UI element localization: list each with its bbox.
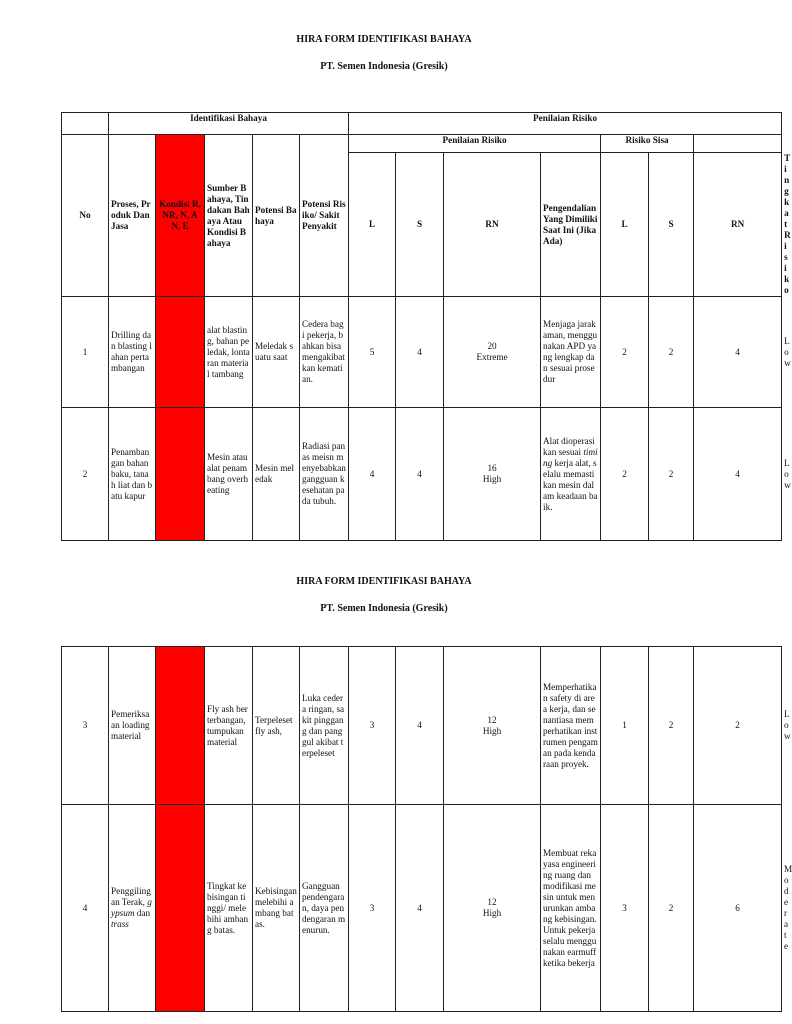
row-rn-value: 12: [487, 897, 497, 907]
row-proses: Pemeriksaan loading material: [109, 647, 156, 805]
pengendalian-text-b: kerja alat, selalu memastikan mesin dalam keadaan baik.: [543, 457, 598, 512]
row-l-sisa: 2: [601, 408, 649, 541]
row-sumber: Tingkat kebisingan tinggi/ melebihi ambang batas.: [205, 805, 253, 1012]
row-rn-label: High: [482, 725, 502, 736]
header-l-sisa: L: [601, 153, 649, 297]
header-pengendalian: Pengendalian Yang Dimiliki Saat Ini (Jika Ada): [541, 153, 601, 297]
header-potensi-risiko: Potensi Risiko/ Sakit Penyakit: [300, 135, 349, 297]
header-penilaian-sub: Penilaian Risiko: [349, 135, 601, 153]
row-no: 1: [62, 297, 109, 408]
row-kondisi: [156, 805, 205, 1012]
row-rn: [444, 647, 541, 805]
pengendalian-text-a: Alat dioperasikan sesuai: [543, 435, 595, 457]
row-potensi: Terpeleset fly ash,: [253, 647, 300, 805]
row-risiko: Gangguan pendengaran, daya pendengaran menurun.: [300, 805, 349, 1012]
company-subtitle-2: PT. Semen Indonesia (Gresik): [320, 603, 448, 614]
row-proses: [109, 805, 156, 1012]
row-l: 3: [349, 647, 396, 805]
form-title-2: HIRA FORM IDENTIFIKASI BAHAYA: [296, 576, 472, 587]
row-kondisi: [156, 647, 205, 805]
row-pengendalian: Memperhatikan safety di area kerja, dan senantiasa memperhatikan instrumen pengaman pada kendaraan proyek.: [541, 647, 601, 805]
header-identifikasi: Identifikasi Bahaya: [109, 113, 349, 135]
company-subtitle: PT. Semen Indonesia (Gresik): [320, 61, 448, 72]
row-s-sisa: 2: [649, 297, 694, 408]
proses-text-b: dan: [136, 908, 151, 918]
row-rn-sisa: 6: [694, 805, 782, 1012]
header-s-sisa: S: [649, 153, 694, 297]
row-l: 5: [349, 297, 396, 408]
hira-table-page1: Identifikasi Bahaya Penilaian Risiko No Proses, Produk Dan Jasa Kondisi R, NR, N, AN, E Sumber Bahaya, Tindakan Bahaya Atau Kondisi Bahaya Potensi Bahaya Potensi Risiko/ Sakit Penyakit Penilaian Risiko Risiko Sisa L S RN Pengendalian Yang Dimiliki Saat Ini (Jika Ada) L S RN Tingkat Risiko 1 Drilling dan blasting lahan pertambangan alat blasting, bahan peledak, lontaran material tambang Meledak suatu saat Cedera bagi pekerja, bahkan bisa mengakibatkan kematian. 5 4 20 Extreme Menjaga jarak aman, menggunakan APD yang lengkap dan sesuai prosedur 2 2 4 Low 2 Penambangan bahan baku, tanah liat dan batu kapur Mesin atau alat penambang overheating Mesin meledak Radiasi panas meisn menyebabkan gangguan kesehatan pada tubuh. 4 4 16 High Alat dioperasikan sesuai timing kerja alat, selalu memastikan mesin dalam keadaan baik. 2 2 4 Low: [61, 112, 782, 541]
header-no: No: [62, 135, 109, 297]
row-kondisi: [156, 408, 205, 541]
form-title: HIRA FORM IDENTIFIKASI BAHAYA: [296, 34, 472, 45]
hira-table-page2: [61, 646, 792, 1012]
header-s: S: [396, 153, 444, 297]
header-blank-2: [694, 135, 782, 153]
row-potensi: Kebisingan melebihi ambang batas.: [253, 805, 300, 1012]
header-potensi-bahaya: Potensi Bahaya: [253, 135, 300, 297]
row-s: 4: [396, 647, 444, 805]
row-rn-value: 12: [487, 714, 497, 725]
row-risiko: Luka cedera ringan, sakit pinggang dan panggul akibat terpeleset: [300, 647, 349, 805]
row-s-sisa: 2: [649, 805, 694, 1012]
row-s-sisa: 2: [649, 647, 694, 805]
table-row: 1 Drilling dan blasting lahan pertambangan alat blasting, bahan peledak, lontaran material tambang Meledak suatu saat Cedera bagi pekerja, bahkan bisa mengakibatkan kematian. 5 4 20 Extreme Menjaga jarak aman, menggunakan APD yang lengkap dan sesuai prosedur 2 2 4 Low: [62, 297, 782, 408]
row-sumber: Mesin atau alat penambang overheating: [205, 408, 253, 541]
row-l-sisa: 1: [601, 647, 649, 805]
header-sumber: Sumber Bahaya, Tindakan Bahaya Atau Kondisi Bahaya: [205, 135, 253, 297]
row-rn-label: High: [482, 474, 502, 484]
row-rn-label: Extreme: [476, 352, 508, 362]
proses-text-a: Penggilingan Terak,: [111, 886, 151, 907]
table-row: 4 Penggilingan Terak, gypsum dan trass Tingkat kebisingan tinggi/ melebihi ambang batas. Kebisingan melebihi ambang batas. Gangguan pendengaran, daya pendengaran menurun. 3 4 12 High Membuat rekayasa engineering ruang dan modifikasi mesin untuk menurunkan ambang kebisingan. Untuk pekerja selalu menggunakan earmuff ketika bekerja 3 2 6 Moderate: [62, 805, 782, 1012]
header-l: L: [349, 153, 396, 297]
header-penilaian: Penilaian Risiko: [349, 113, 782, 135]
row-no: 2: [62, 408, 109, 541]
row-potensi: Meledak suatu saat: [253, 297, 300, 408]
row-pengendalian: Membuat rekayasa engineering ruang dan modifikasi mesin untuk menurunkan ambang kebisingan. Untuk pekerja selalu menggunakan earmuff ketika bekerja: [541, 805, 601, 1012]
proses-italic-1: gypsum: [111, 897, 152, 918]
header-kondisi: Kondisi R, NR, N, AN, E: [156, 135, 205, 297]
row-s: 4: [396, 297, 444, 408]
row-l-sisa: 2: [601, 297, 649, 408]
table-row: 3 Pemeriksaan loading material Fly ash berterbangan, tumpukan material Terpeleset fly ash, Luka cedera ringan, sakit pinggang dan panggul akibat terpeleset 3 4 12 High Memperhatikan safety di area kerja, dan senantiasa memperhatikan instrumen pengaman pada kendaraan proyek. 1 2 2 Low: [62, 647, 782, 805]
header-proses: Proses, Produk Dan Jasa: [109, 135, 156, 297]
row-no: 4: [62, 805, 109, 1012]
row-proses: Drilling dan blasting lahan pertambangan: [109, 297, 156, 408]
row-potensi: Mesin meledak: [253, 408, 300, 541]
table-row: 2 Penambangan bahan baku, tanah liat dan batu kapur Mesin atau alat penambang overheating Mesin meledak Radiasi panas meisn menyebabkan gangguan kesehatan pada tubuh. 4 4 16 High Alat dioperasikan sesuai timing kerja alat, selalu memastikan mesin dalam keadaan baik. 2 2 4 Low: [62, 408, 782, 541]
row-proses: Penambangan bahan baku, tanah liat dan batu kapur: [109, 408, 156, 541]
row-rn-value: 20: [487, 341, 497, 351]
row-l-sisa: 3: [601, 805, 649, 1012]
row-pengendalian: [541, 408, 601, 541]
proses-italic-2: trass: [111, 919, 129, 929]
row-rn: [444, 408, 541, 541]
row-s: 4: [396, 408, 444, 541]
row-sumber: alat blasting, bahan peledak, lontaran material tambang: [205, 297, 253, 408]
row-l: 3: [349, 805, 396, 1012]
header-risiko-sisa: Risiko Sisa: [601, 135, 694, 153]
row-rn-value: 16: [487, 463, 497, 473]
row-no: 3: [62, 647, 109, 805]
pengendalian-italic: timing: [543, 446, 598, 468]
row-rn: [444, 297, 541, 408]
row-sumber: Fly ash berterbangan, tumpukan material: [205, 647, 253, 805]
row-s-sisa: 2: [649, 408, 694, 541]
row-rn-sisa: 4: [694, 297, 782, 408]
header-blank: [62, 113, 109, 135]
row-risiko: Radiasi panas meisn menyebabkan gangguan kesehatan pada tubuh.: [300, 408, 349, 541]
row-risiko: Cedera bagi pekerja, bahkan bisa mengakibatkan kematian.: [300, 297, 349, 408]
row-s: 4: [396, 805, 444, 1012]
header-rn: RN: [444, 153, 541, 297]
row-rn-sisa: 4: [694, 408, 782, 541]
header-rn-sisa: RN: [694, 153, 782, 297]
row-rn-sisa: 2: [694, 647, 782, 805]
row-l: 4: [349, 408, 396, 541]
row-pengendalian: Menjaga jarak aman, menggunakan APD yang lengkap dan sesuai prosedur: [541, 297, 601, 408]
row-rn-label: High: [482, 908, 502, 918]
row-rn: [444, 805, 541, 1012]
row-kondisi: [156, 297, 205, 408]
